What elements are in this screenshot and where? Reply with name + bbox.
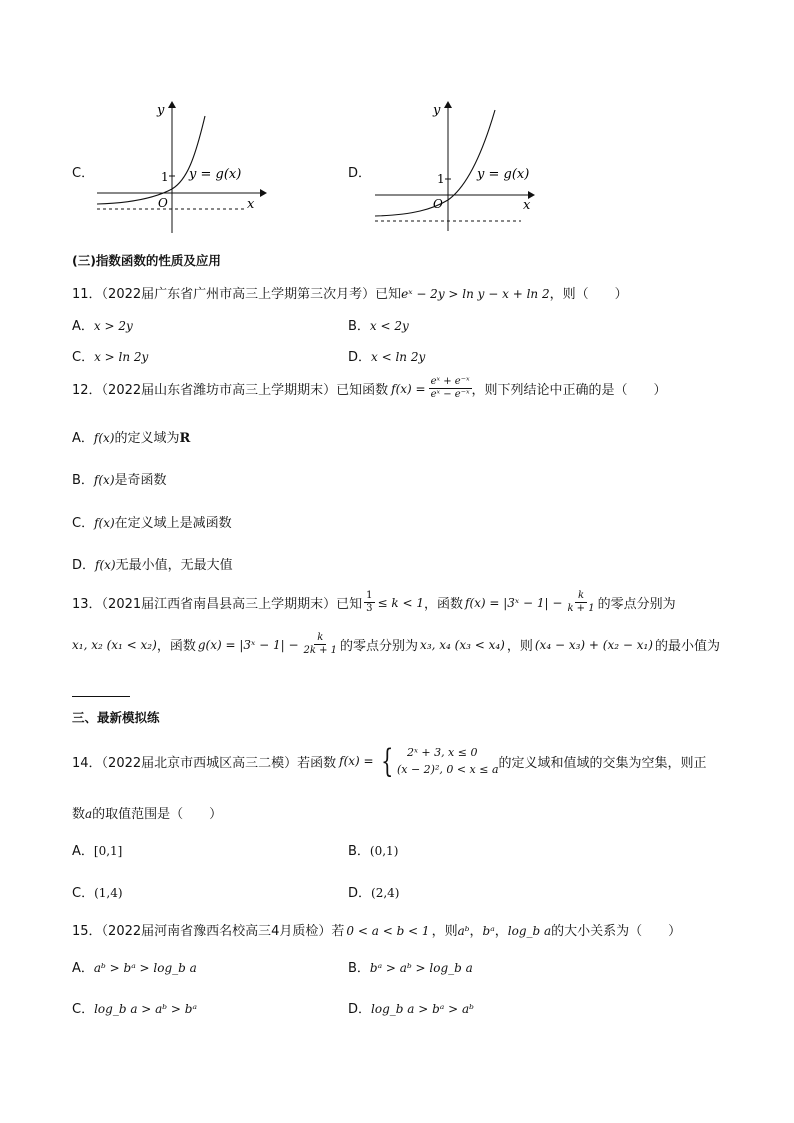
origin-label: O: [433, 197, 443, 211]
question-14-line2: 数a的取值范围是（ ）: [72, 807, 223, 822]
q11-option-b[interactable]: B．x < 2y: [348, 319, 409, 334]
q11-option-d[interactable]: D．x < ln 2y: [348, 350, 426, 365]
q14-fx: f(x) =: [339, 754, 374, 768]
q14-cases: 2ˣ + 3, x ≤ 0 (x − 2)², 0 < x ≤ a: [396, 746, 499, 776]
q11-stem: 11．（2022届广东省广州市高三上学期第三次月考）已知: [72, 287, 402, 302]
x-label: x: [523, 198, 531, 213]
q12-option-c[interactable]: C．f(x)在定义域上是减函数: [72, 516, 232, 531]
q13-answer-blank[interactable]: [72, 682, 130, 697]
q14-option-b[interactable]: B．(0,1): [348, 844, 399, 859]
q13-stem: 13．（2021届江西省南昌县高三上学期期末）已知: [72, 597, 363, 612]
y-label: y: [157, 103, 165, 118]
one-label: 1: [161, 170, 169, 184]
q12-stem: 12．（2022届山东省潍坊市高三上学期期末）已知函数: [72, 383, 389, 398]
origin-label: O: [158, 196, 168, 210]
option-d-label: D．: [348, 166, 372, 181]
q13-cond: ≤ k < 1: [377, 595, 424, 610]
q12-tail: ，则下列结论中正确的是（ ）: [471, 383, 667, 398]
q14-option-c[interactable]: C．(1,4): [72, 886, 123, 901]
question-13: [72, 590, 676, 615]
q15-option-a[interactable]: A．aᵇ > bᵃ > log_b a: [72, 961, 197, 976]
y-arrow-icon: [444, 101, 452, 108]
x-arrow-icon: [260, 189, 267, 197]
section-heading-latest: 三、最新模拟练: [72, 710, 160, 725]
curve-label: y = g(x): [189, 167, 242, 182]
x-label: x: [247, 197, 255, 212]
q12-option-d[interactable]: D．f(x)无最小值，无最大值: [72, 558, 233, 573]
q12-fx: f(x) =: [391, 381, 426, 396]
q12-option-a[interactable]: A．f(x)的定义域为R: [72, 431, 191, 446]
graph-d: [373, 98, 548, 238]
question-13-line2: x₁, x₂ (x₁ < x₂) ，函数 g(x) = |3ˣ − 1| − $\frac{k}{2k + 1}$ 的零点分别为 x₃, x₄ (x₃ < x₄) ，则 (x₄ − x₃) + (x₂ − x₁) 的最小值为: [72, 632, 720, 656]
q12-option-b[interactable]: B．f(x)是奇函数: [72, 473, 167, 488]
q15-option-c[interactable]: C．log_b a > aᵇ > bᵃ: [72, 1002, 197, 1017]
q11-option-c[interactable]: C．x > ln 2y: [72, 350, 149, 365]
question-11: [72, 283, 628, 302]
y-label: y: [433, 103, 441, 118]
q13-frac-g: $\frac{k}{2k + 1}$: [303, 632, 338, 656]
section-heading-exp: (三)指数函数的性质及应用: [72, 253, 221, 268]
q14-tail: 的定义域和值域的交集为空集，则正: [498, 755, 707, 771]
q14-brace: {: [380, 742, 393, 780]
curve: [97, 116, 205, 204]
q14-stem: 14．（2022届北京市西城区高三二模）若函数: [72, 755, 337, 771]
graph-c: [95, 98, 270, 238]
q12-fraction: $\frac{\text{eˣ + e⁻ˣ}}{\text{eˣ − e⁻ˣ}}$: [430, 376, 470, 400]
option-c-label: C．: [72, 166, 95, 181]
q15-option-b[interactable]: B．bᵃ > aᵇ > log_b a: [348, 961, 473, 976]
q14-option-d[interactable]: D．(2,4): [348, 886, 400, 901]
q13-frac-third: $\frac{1}{3}$: [366, 590, 373, 614]
one-label: 1: [437, 172, 445, 186]
q15-option-d[interactable]: D．log_b a > bᵃ > aᵇ: [348, 1002, 474, 1017]
q11-option-a[interactable]: A．x > 2y: [72, 319, 133, 334]
q13-frac-f: $\frac{k}{k + 1}$: [567, 590, 595, 614]
question-15: 15．（2022届河南省豫西名校高三4月质检）若 0 < a < b < 1 ，则aᵇ，bᵃ，log_b a的大小关系为（ ）: [72, 924, 682, 939]
y-arrow-icon: [168, 101, 176, 108]
q13-mid2: 的零点分别为: [597, 597, 676, 612]
q11-condition: eˣ − 2y > ln y − x + ln 2: [401, 287, 550, 301]
question-12: [72, 376, 667, 401]
curve-label: y = g(x): [477, 167, 530, 182]
q13-f: f(x) = |3ˣ − 1| −: [465, 595, 563, 610]
q14-option-a[interactable]: A．[0,1]: [72, 844, 123, 859]
q13-mid1: ，函数: [423, 597, 463, 612]
question-14: [72, 744, 707, 778]
q11-tail: ，则（ ）: [549, 287, 628, 302]
